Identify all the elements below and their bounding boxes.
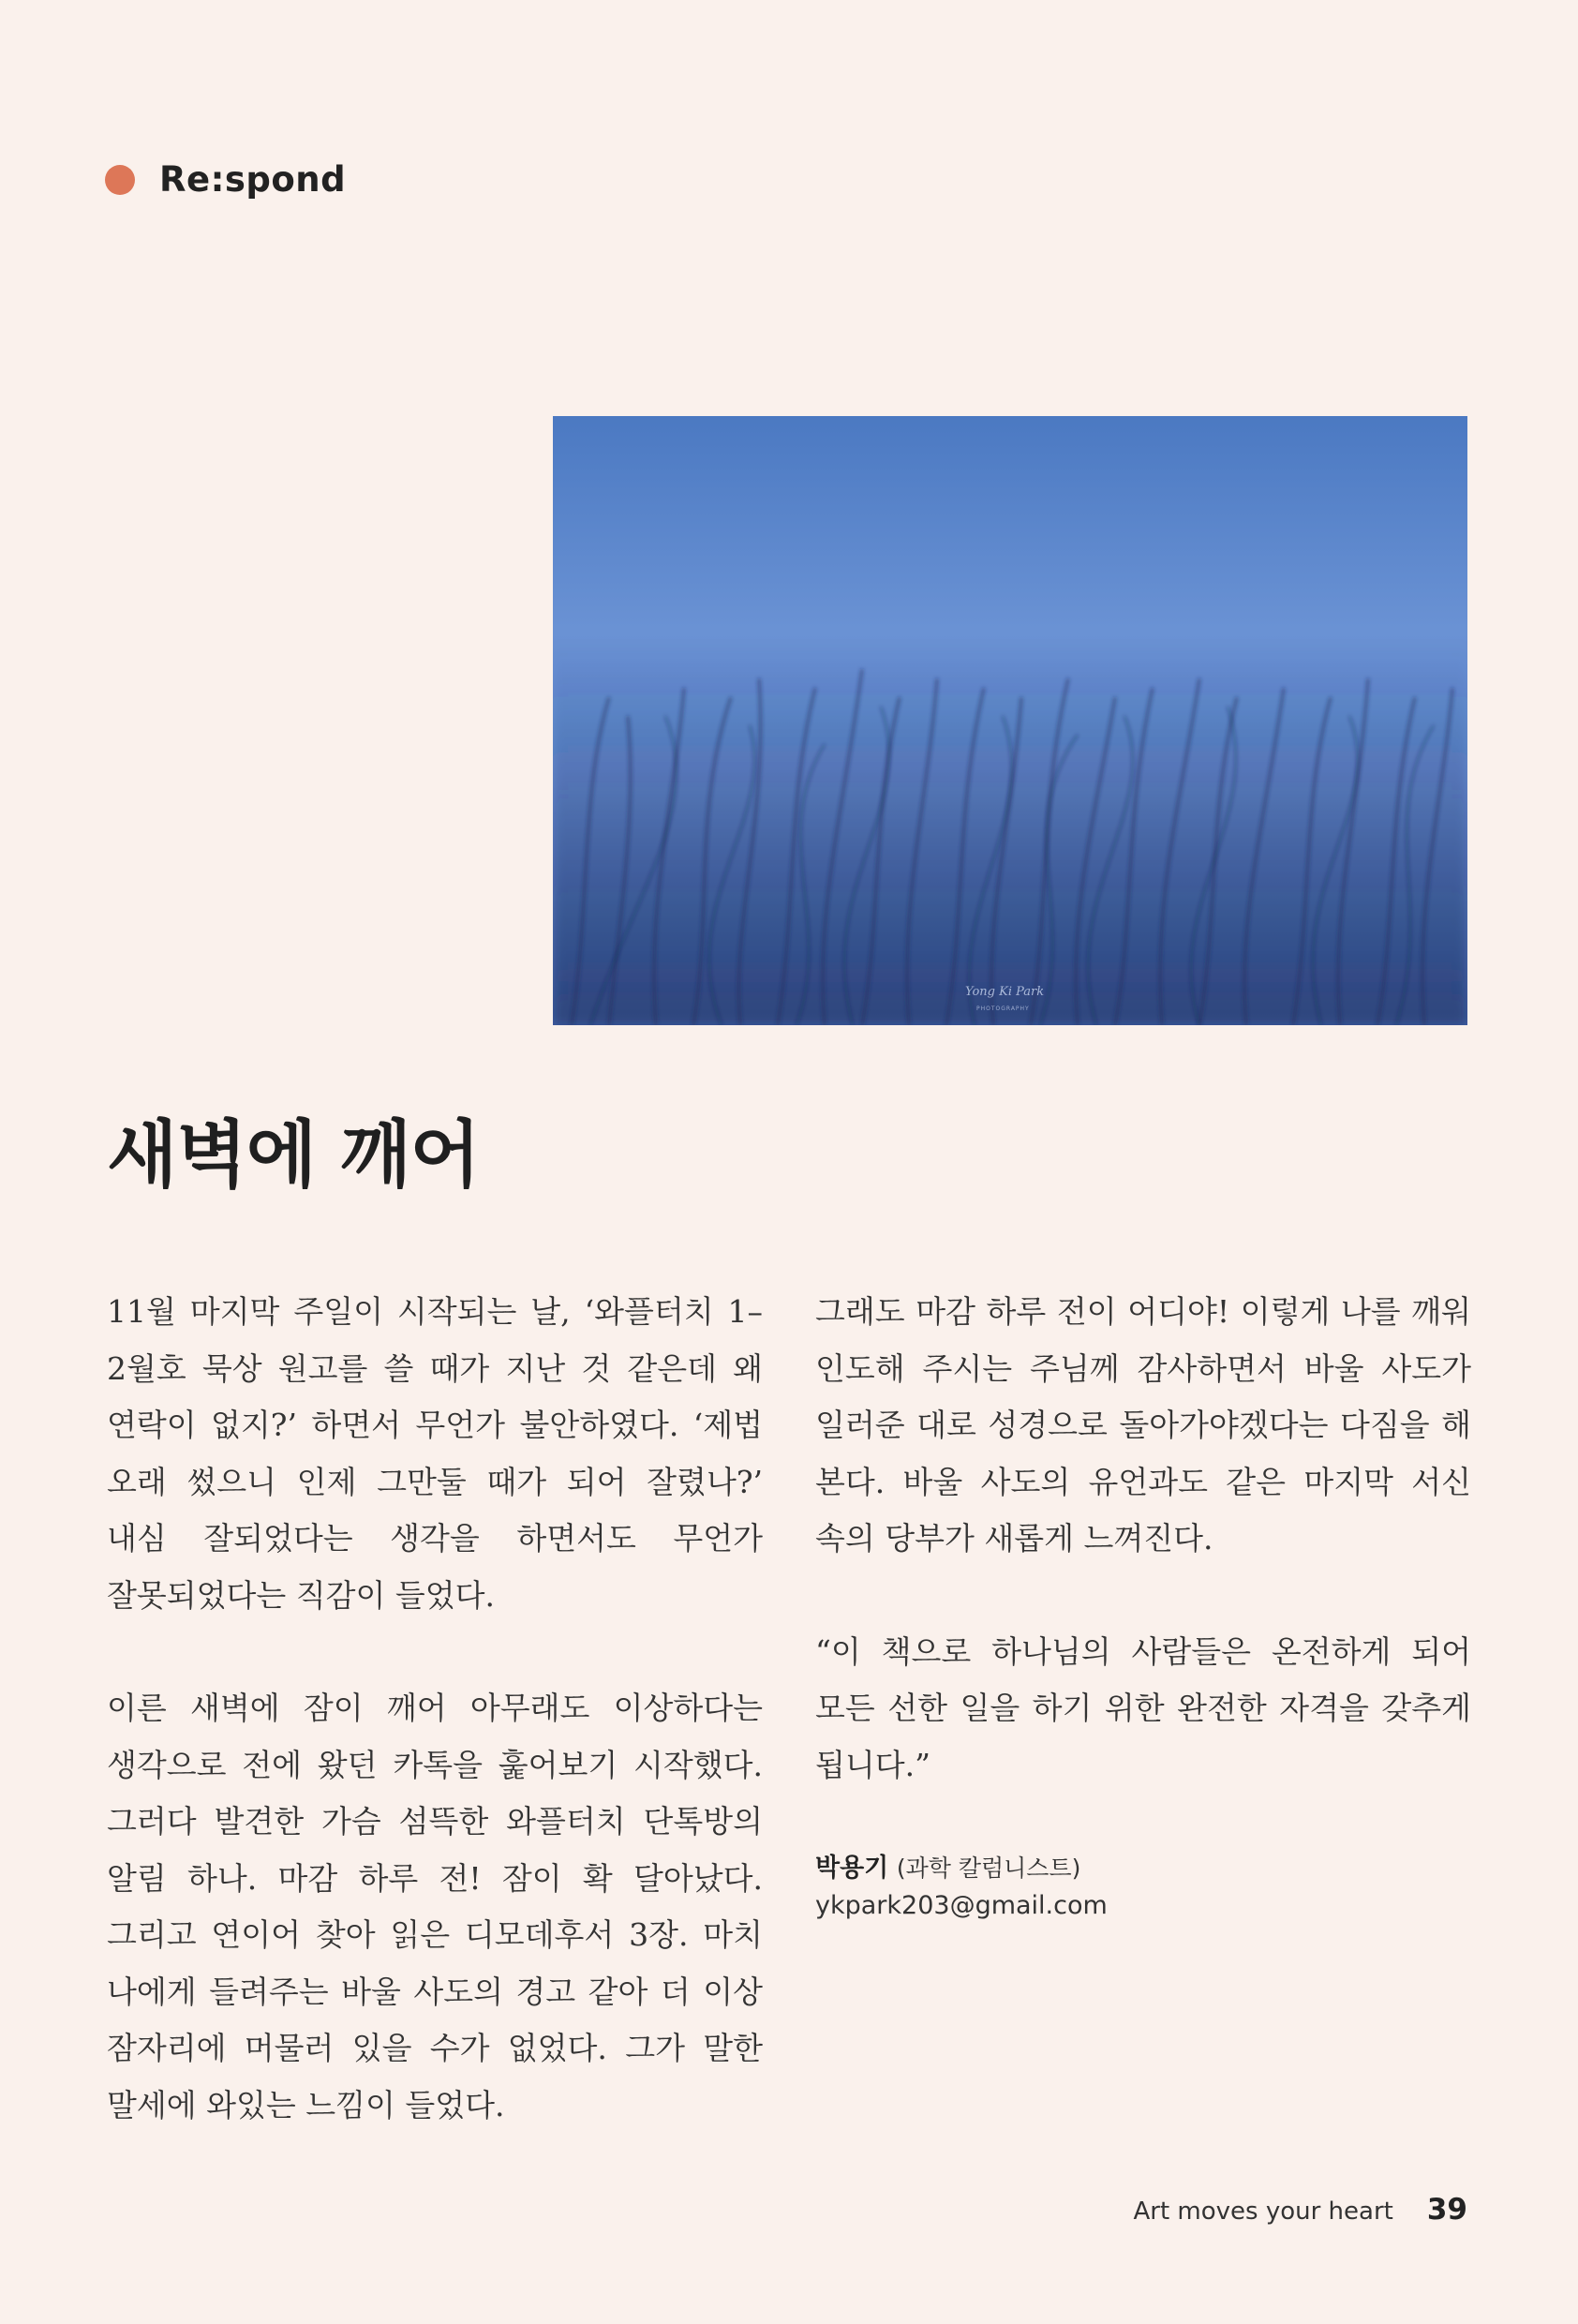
section-dot-icon — [105, 165, 135, 195]
footer-slogan: Art moves your heart — [1133, 2197, 1393, 2226]
page-number: 39 — [1426, 2193, 1467, 2227]
paragraph: 이른 새벽에 잠이 깨어 아무래도 이상하다는 생각으로 전에 왔던 카톡을 훑어보기 시작했다. 그러다 발견한 가슴 섬뜩한 와플터치 단톡방의 알림 하나. 마감 하루 전! 잠이 확 달아났다. 그리고 연이어 찾아 읽은 디모데후서 3장. 마치 나에게 들려주는 바울 사도의 경고 같아 더 이상 잠자리에 머물러 있을 수가 없었다. 그가 말한 말세에 와있는 느낌이 들었다. — [107, 1690, 763, 2123]
blurred-tree-photo-icon — [553, 416, 1467, 1025]
page-footer — [1133, 2193, 1467, 2227]
scripture-quote: “이 책으로 하나님의 사람들은 온전하게 되어 모든 선한 일을 하기 위한 완전한 자격을 갖추게 됩니다.” — [815, 1632, 1471, 1783]
author-email[interactable]: ykpark203@gmail.com — [815, 1891, 1108, 1920]
watermark-line1: Yong Ki Park — [965, 985, 1045, 999]
watermark-line2: PHOTOGRAPHY — [976, 1006, 1030, 1012]
article-title: 새벽에 깨어 — [107, 1112, 480, 1198]
paragraph: 11월 마지막 주일이 시작되는 날, ‘와플터치 1–2월호 묵상 원고를 쓸 때가 지난 것 같은데 왜 연락이 없지?’ 하면서 무언가 불안하였다. ‘제법 오래 썼으니 인제 그만둘 때가 되어 잘렸나?’ 내심 잘되었다는 생각을 하면서도 무언가 잘못되었다는 직감이 들었다. — [107, 1293, 763, 1614]
author-byline — [815, 1850, 1471, 1925]
author-role: (과학 칼럼니스트) — [896, 1855, 1081, 1882]
section-label: Re:spond — [159, 159, 347, 200]
paragraph: 그래도 마감 하루 전이 어디야! 이렇게 나를 깨워 인도해 주시는 주님께 감사하면서 바울 사도가 일러준 대로 성경으로 돌아가야겠다는 다짐을 해 본다. 바울 사도의 유언과도 같은 마지막 서신 속의 당부가 새롭게 느껴진다. — [815, 1293, 1471, 1557]
right-column — [815, 1284, 1471, 1925]
article-photo — [553, 416, 1467, 1025]
author-name: 박용기 — [815, 1854, 889, 1883]
section-tag — [105, 159, 346, 200]
left-column — [107, 1284, 763, 2190]
